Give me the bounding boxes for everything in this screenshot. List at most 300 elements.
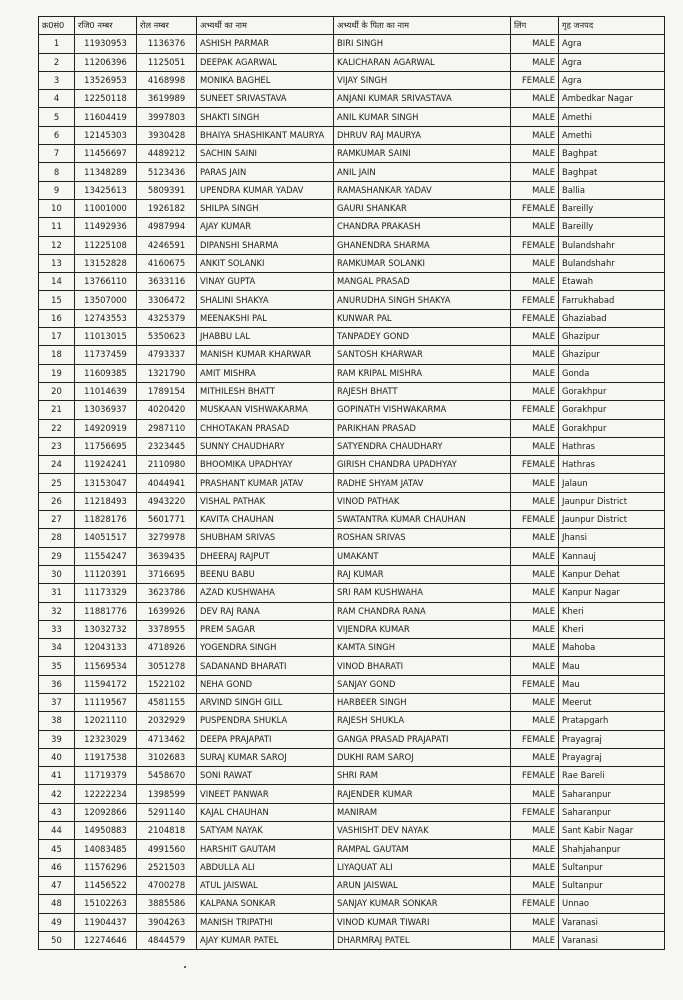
- roll-number-cell: 5350623: [137, 328, 197, 346]
- father-name-cell: DHRUV RAJ MAURYA: [334, 126, 511, 144]
- table-row: [39, 913, 665, 931]
- registration-number-cell: 11120391: [75, 565, 137, 583]
- table-row: [39, 126, 665, 144]
- gender-cell: FEMALE: [511, 236, 559, 254]
- district-cell: Amethi: [559, 108, 665, 126]
- father-name-cell: RAJESH SHUKLA: [334, 712, 511, 730]
- gender-cell: MALE: [511, 748, 559, 766]
- gender-cell: MALE: [511, 602, 559, 620]
- serial-number-cell: 39: [39, 730, 75, 748]
- father-name-cell: KUNWAR PAL: [334, 309, 511, 327]
- district-cell: Kanpur Nagar: [559, 584, 665, 602]
- candidate-name-cell: MITHILESH BHATT: [197, 382, 334, 400]
- table-row: [39, 712, 665, 730]
- gender-cell: FEMALE: [511, 309, 559, 327]
- father-name-cell: UMAKANT: [334, 547, 511, 565]
- table-row: [39, 145, 665, 163]
- serial-number-cell: 9: [39, 181, 75, 199]
- gender-cell: MALE: [511, 382, 559, 400]
- district-cell: Unnao: [559, 895, 665, 913]
- roll-number-cell: 2104818: [137, 822, 197, 840]
- candidate-name-cell: MEENAKSHI PAL: [197, 309, 334, 327]
- serial-number-cell: 43: [39, 803, 75, 821]
- candidate-name-cell: DIPANSHI SHARMA: [197, 236, 334, 254]
- candidate-name-cell: SONI RAWAT: [197, 767, 334, 785]
- candidate-name-cell: AMIT MISHRA: [197, 364, 334, 382]
- district-cell: Bareilly: [559, 218, 665, 236]
- header-registration-number: रजि0 नम्बर: [75, 17, 137, 35]
- father-name-cell: TANPADEY GOND: [334, 328, 511, 346]
- gender-cell: MALE: [511, 126, 559, 144]
- registration-number-cell: 11828176: [75, 511, 137, 529]
- table-row: [39, 364, 665, 382]
- serial-number-cell: 35: [39, 657, 75, 675]
- district-cell: Kheri: [559, 602, 665, 620]
- serial-number-cell: 8: [39, 163, 75, 181]
- district-cell: Pratapgarh: [559, 712, 665, 730]
- registration-number-cell: 13152828: [75, 254, 137, 272]
- father-name-cell: VINOD KUMAR TIWARI: [334, 913, 511, 931]
- roll-number-cell: 3885586: [137, 895, 197, 913]
- father-name-cell: MANGAL PRASAD: [334, 273, 511, 291]
- candidate-name-cell: DEV RAJ RANA: [197, 602, 334, 620]
- registration-number-cell: 11492936: [75, 218, 137, 236]
- table-row: [39, 474, 665, 492]
- candidate-name-cell: ASHISH PARMAR: [197, 35, 334, 53]
- district-cell: Saharanpur: [559, 785, 665, 803]
- district-cell: Bareilly: [559, 199, 665, 217]
- serial-number-cell: 29: [39, 547, 75, 565]
- registration-number-cell: 11594172: [75, 675, 137, 693]
- roll-number-cell: 3306472: [137, 291, 197, 309]
- registration-number-cell: 14083485: [75, 840, 137, 858]
- serial-number-cell: 23: [39, 437, 75, 455]
- father-name-cell: VIJENDRA KUMAR: [334, 620, 511, 638]
- table-row: [39, 90, 665, 108]
- district-cell: Ghazipur: [559, 328, 665, 346]
- district-cell: Hathras: [559, 437, 665, 455]
- gender-cell: MALE: [511, 53, 559, 71]
- table-row: [39, 584, 665, 602]
- roll-number-cell: 1125051: [137, 53, 197, 71]
- father-name-cell: RAMKUMAR SAINI: [334, 145, 511, 163]
- table-row: [39, 895, 665, 913]
- candidate-name-cell: ABDULLA ALI: [197, 858, 334, 876]
- serial-number-cell: 15: [39, 291, 75, 309]
- gender-cell: FEMALE: [511, 511, 559, 529]
- serial-number-cell: 50: [39, 931, 75, 949]
- serial-number-cell: 10: [39, 199, 75, 217]
- serial-number-cell: 36: [39, 675, 75, 693]
- header-row: [39, 17, 665, 35]
- table-row: [39, 53, 665, 71]
- table-row: [39, 602, 665, 620]
- registration-number-cell: 11917538: [75, 748, 137, 766]
- district-cell: Varanasi: [559, 913, 665, 931]
- district-cell: Baghpat: [559, 145, 665, 163]
- father-name-cell: GAURI SHANKAR: [334, 199, 511, 217]
- registration-number-cell: 11013015: [75, 328, 137, 346]
- candidate-name-cell: SHUBHAM SRIVAS: [197, 529, 334, 547]
- district-cell: Agra: [559, 71, 665, 89]
- gender-cell: MALE: [511, 639, 559, 657]
- roll-number-cell: 3633116: [137, 273, 197, 291]
- registration-number-cell: 13526953: [75, 71, 137, 89]
- registration-number-cell: 13766110: [75, 273, 137, 291]
- header-home-district: गृह जनपद: [559, 17, 665, 35]
- gender-cell: FEMALE: [511, 803, 559, 821]
- serial-number-cell: 47: [39, 876, 75, 894]
- gender-cell: MALE: [511, 931, 559, 949]
- candidate-name-cell: HARSHIT GAUTAM: [197, 840, 334, 858]
- district-cell: Kheri: [559, 620, 665, 638]
- gender-cell: MALE: [511, 565, 559, 583]
- table-row: [39, 456, 665, 474]
- father-name-cell: SWATANTRA KUMAR CHAUHAN: [334, 511, 511, 529]
- candidate-name-cell: AZAD KUSHWAHA: [197, 584, 334, 602]
- registration-number-cell: 12323029: [75, 730, 137, 748]
- registration-number-cell: 14920919: [75, 419, 137, 437]
- gender-cell: FEMALE: [511, 675, 559, 693]
- gender-cell: MALE: [511, 822, 559, 840]
- serial-number-cell: 12: [39, 236, 75, 254]
- father-name-cell: VASHISHT DEV NAYAK: [334, 822, 511, 840]
- table-row: [39, 401, 665, 419]
- roll-number-cell: 4160675: [137, 254, 197, 272]
- table-row: [39, 419, 665, 437]
- district-cell: Shahjahanpur: [559, 840, 665, 858]
- roll-number-cell: 4700278: [137, 876, 197, 894]
- district-cell: Gorakhpur: [559, 401, 665, 419]
- registration-number-cell: 11173329: [75, 584, 137, 602]
- district-cell: Prayagraj: [559, 748, 665, 766]
- serial-number-cell: 31: [39, 584, 75, 602]
- gender-cell: FEMALE: [511, 456, 559, 474]
- serial-number-cell: 45: [39, 840, 75, 858]
- roll-number-cell: 2323445: [137, 437, 197, 455]
- father-name-cell: LIYAQUAT ALI: [334, 858, 511, 876]
- serial-number-cell: 49: [39, 913, 75, 931]
- table-row: [39, 620, 665, 638]
- table-row: [39, 803, 665, 821]
- roll-number-cell: 5291140: [137, 803, 197, 821]
- serial-number-cell: 18: [39, 346, 75, 364]
- candidate-name-cell: DHEERAJ RAJPUT: [197, 547, 334, 565]
- table-row: [39, 730, 665, 748]
- candidate-name-cell: MUSKAAN VISHWAKARMA: [197, 401, 334, 419]
- candidate-name-cell: SACHIN SAINI: [197, 145, 334, 163]
- gender-cell: FEMALE: [511, 730, 559, 748]
- father-name-cell: VINOD PATHAK: [334, 492, 511, 510]
- header-gender: लिंग: [511, 17, 559, 35]
- table-row: [39, 511, 665, 529]
- serial-number-cell: 37: [39, 693, 75, 711]
- candidate-name-cell: MONIKA BAGHEL: [197, 71, 334, 89]
- candidate-name-cell: ATUL JAISWAL: [197, 876, 334, 894]
- district-cell: Kanpur Dehat: [559, 565, 665, 583]
- header-candidate-name: अभ्यर्थी का नाम: [197, 17, 334, 35]
- registration-number-cell: 11756695: [75, 437, 137, 455]
- candidate-name-cell: PARAS JAIN: [197, 163, 334, 181]
- registration-number-cell: 11719379: [75, 767, 137, 785]
- candidate-name-cell: ANKIT SOLANKI: [197, 254, 334, 272]
- serial-number-cell: 27: [39, 511, 75, 529]
- candidate-name-cell: VISHAL PATHAK: [197, 492, 334, 510]
- registration-number-cell: 12250118: [75, 90, 137, 108]
- father-name-cell: RADHE SHYAM JATAV: [334, 474, 511, 492]
- district-cell: Saharanpur: [559, 803, 665, 821]
- roll-number-cell: 4943220: [137, 492, 197, 510]
- table-row: [39, 382, 665, 400]
- registration-number-cell: 11881776: [75, 602, 137, 620]
- registration-number-cell: 12021110: [75, 712, 137, 730]
- serial-number-cell: 42: [39, 785, 75, 803]
- district-cell: Ambedkar Nagar: [559, 90, 665, 108]
- serial-number-cell: 34: [39, 639, 75, 657]
- roll-number-cell: 3904263: [137, 913, 197, 931]
- district-cell: Sultanpur: [559, 876, 665, 894]
- district-cell: Jaunpur District: [559, 492, 665, 510]
- roll-number-cell: 4793337: [137, 346, 197, 364]
- gender-cell: MALE: [511, 254, 559, 272]
- table-row: [39, 876, 665, 894]
- candidate-name-cell: SHAKTI SINGH: [197, 108, 334, 126]
- candidate-name-cell: PRASHANT KUMAR JATAV: [197, 474, 334, 492]
- gender-cell: MALE: [511, 181, 559, 199]
- table-body: [39, 35, 665, 950]
- candidate-name-cell: AJAY KUMAR: [197, 218, 334, 236]
- father-name-cell: ROSHAN SRIVAS: [334, 529, 511, 547]
- gender-cell: MALE: [511, 328, 559, 346]
- serial-number-cell: 41: [39, 767, 75, 785]
- roll-number-cell: 5601771: [137, 511, 197, 529]
- registration-number-cell: 11904437: [75, 913, 137, 931]
- serial-number-cell: 7: [39, 145, 75, 163]
- table-row: [39, 492, 665, 510]
- table-row: [39, 840, 665, 858]
- district-cell: Jaunpur District: [559, 511, 665, 529]
- serial-number-cell: 30: [39, 565, 75, 583]
- father-name-cell: SANJAY KUMAR SONKAR: [334, 895, 511, 913]
- gender-cell: MALE: [511, 474, 559, 492]
- gender-cell: MALE: [511, 547, 559, 565]
- table-row: [39, 218, 665, 236]
- roll-number-cell: 4020420: [137, 401, 197, 419]
- registration-number-cell: 11576296: [75, 858, 137, 876]
- table-row: [39, 657, 665, 675]
- gender-cell: MALE: [511, 273, 559, 291]
- roll-number-cell: 4325379: [137, 309, 197, 327]
- gender-cell: MALE: [511, 218, 559, 236]
- district-cell: Varanasi: [559, 931, 665, 949]
- serial-number-cell: 25: [39, 474, 75, 492]
- roll-number-cell: 2987110: [137, 419, 197, 437]
- district-cell: Ghaziabad: [559, 309, 665, 327]
- candidate-name-cell: KALPANA SONKAR: [197, 895, 334, 913]
- father-name-cell: DUKHI RAM SAROJ: [334, 748, 511, 766]
- gender-cell: FEMALE: [511, 401, 559, 419]
- registration-number-cell: 11604419: [75, 108, 137, 126]
- father-name-cell: KALICHARAN AGARWAL: [334, 53, 511, 71]
- district-cell: Bulandshahr: [559, 236, 665, 254]
- district-cell: Etawah: [559, 273, 665, 291]
- father-name-cell: RAJ KUMAR: [334, 565, 511, 583]
- gender-cell: MALE: [511, 492, 559, 510]
- father-name-cell: ANURUDHA SINGH SHAKYA: [334, 291, 511, 309]
- table-row: [39, 273, 665, 291]
- candidate-name-cell: SHALINI SHAKYA: [197, 291, 334, 309]
- gender-cell: MALE: [511, 364, 559, 382]
- roll-number-cell: 5809391: [137, 181, 197, 199]
- candidate-name-cell: SUNNY CHAUDHARY: [197, 437, 334, 455]
- gender-cell: MALE: [511, 529, 559, 547]
- table-row: [39, 565, 665, 583]
- roll-number-cell: 4844579: [137, 931, 197, 949]
- father-name-cell: BIRI SINGH: [334, 35, 511, 53]
- roll-number-cell: 2521503: [137, 858, 197, 876]
- district-cell: Gorakhpur: [559, 382, 665, 400]
- table-row: [39, 71, 665, 89]
- gender-cell: MALE: [511, 419, 559, 437]
- district-cell: Meerut: [559, 693, 665, 711]
- roll-number-cell: 1136376: [137, 35, 197, 53]
- stray-mark: [184, 966, 186, 968]
- roll-number-cell: 4718926: [137, 639, 197, 657]
- serial-number-cell: 16: [39, 309, 75, 327]
- roll-number-cell: 1321790: [137, 364, 197, 382]
- district-cell: Jhansi: [559, 529, 665, 547]
- serial-number-cell: 48: [39, 895, 75, 913]
- serial-number-cell: 21: [39, 401, 75, 419]
- table-row: [39, 785, 665, 803]
- registration-number-cell: 11119567: [75, 693, 137, 711]
- gender-cell: MALE: [511, 840, 559, 858]
- father-name-cell: MANIRAM: [334, 803, 511, 821]
- father-name-cell: GIRISH CHANDRA UPADHYAY: [334, 456, 511, 474]
- father-name-cell: SANJAY GOND: [334, 675, 511, 693]
- district-cell: Bulandshahr: [559, 254, 665, 272]
- father-name-cell: GANGA PRASAD PRAJAPATI: [334, 730, 511, 748]
- candidate-name-cell: KAJAL CHAUHAN: [197, 803, 334, 821]
- serial-number-cell: 13: [39, 254, 75, 272]
- serial-number-cell: 4: [39, 90, 75, 108]
- registration-number-cell: 11014639: [75, 382, 137, 400]
- registration-number-cell: 12145303: [75, 126, 137, 144]
- registration-number-cell: 12043133: [75, 639, 137, 657]
- serial-number-cell: 44: [39, 822, 75, 840]
- gender-cell: MALE: [511, 437, 559, 455]
- father-name-cell: RAM KRIPAL MISHRA: [334, 364, 511, 382]
- table-row: [39, 328, 665, 346]
- candidate-name-cell: BHOOMIKA UPADHYAY: [197, 456, 334, 474]
- candidate-name-cell: DEEPAK AGARWAL: [197, 53, 334, 71]
- candidate-name-cell: DEEPA PRAJAPATI: [197, 730, 334, 748]
- district-cell: Agra: [559, 35, 665, 53]
- registration-number-cell: 12743553: [75, 309, 137, 327]
- candidate-name-cell: SATYAM NAYAK: [197, 822, 334, 840]
- district-cell: Farrukhabad: [559, 291, 665, 309]
- father-name-cell: RAM CHANDRA RANA: [334, 602, 511, 620]
- registration-number-cell: 13153047: [75, 474, 137, 492]
- father-name-cell: CHANDRA PRAKASH: [334, 218, 511, 236]
- gender-cell: MALE: [511, 584, 559, 602]
- table-row: [39, 693, 665, 711]
- gender-cell: FEMALE: [511, 71, 559, 89]
- gender-cell: MALE: [511, 620, 559, 638]
- serial-number-cell: 3: [39, 71, 75, 89]
- candidate-name-cell: YOGENDRA SINGH: [197, 639, 334, 657]
- registration-number-cell: 13036937: [75, 401, 137, 419]
- gender-cell: MALE: [511, 712, 559, 730]
- district-cell: Gorakhpur: [559, 419, 665, 437]
- candidate-name-cell: MANISH TRIPATHI: [197, 913, 334, 931]
- roll-number-cell: 1789154: [137, 382, 197, 400]
- table-row: [39, 291, 665, 309]
- roll-number-cell: 2110980: [137, 456, 197, 474]
- candidate-name-cell: SUNEET SRIVASTAVA: [197, 90, 334, 108]
- roll-number-cell: 1639926: [137, 602, 197, 620]
- table-row: [39, 931, 665, 949]
- gender-cell: MALE: [511, 35, 559, 53]
- roll-number-cell: 3997803: [137, 108, 197, 126]
- father-name-cell: VIJAY SINGH: [334, 71, 511, 89]
- serial-number-cell: 28: [39, 529, 75, 547]
- father-name-cell: SHRI RAM: [334, 767, 511, 785]
- father-name-cell: ARUN JAISWAL: [334, 876, 511, 894]
- candidate-name-cell: NEHA GOND: [197, 675, 334, 693]
- serial-number-cell: 46: [39, 858, 75, 876]
- table-row: [39, 163, 665, 181]
- table-row: [39, 858, 665, 876]
- table-row: [39, 346, 665, 364]
- roll-number-cell: 3619989: [137, 90, 197, 108]
- serial-number-cell: 22: [39, 419, 75, 437]
- father-name-cell: RAMPAL GAUTAM: [334, 840, 511, 858]
- registration-number-cell: 13425613: [75, 181, 137, 199]
- table-row: [39, 529, 665, 547]
- roll-number-cell: 5123436: [137, 163, 197, 181]
- gender-cell: FEMALE: [511, 895, 559, 913]
- district-cell: Baghpat: [559, 163, 665, 181]
- district-cell: Mahoba: [559, 639, 665, 657]
- roll-number-cell: 4713462: [137, 730, 197, 748]
- roll-number-cell: 3716695: [137, 565, 197, 583]
- father-name-cell: PARIKHAN PRASAD: [334, 419, 511, 437]
- father-name-cell: GOPINATH VISHWAKARMA: [334, 401, 511, 419]
- registration-number-cell: 12092866: [75, 803, 137, 821]
- serial-number-cell: 33: [39, 620, 75, 638]
- district-cell: Mau: [559, 657, 665, 675]
- table-row: [39, 767, 665, 785]
- registration-number-cell: 12222234: [75, 785, 137, 803]
- district-cell: Kannauj: [559, 547, 665, 565]
- candidate-name-cell: SURAJ KUMAR SAROJ: [197, 748, 334, 766]
- gender-cell: MALE: [511, 858, 559, 876]
- father-name-cell: HARBEER SINGH: [334, 693, 511, 711]
- table-row: [39, 547, 665, 565]
- roll-number-cell: 4246591: [137, 236, 197, 254]
- roll-number-cell: 3623786: [137, 584, 197, 602]
- serial-number-cell: 20: [39, 382, 75, 400]
- father-name-cell: ANIL JAIN: [334, 163, 511, 181]
- roll-number-cell: 1398599: [137, 785, 197, 803]
- gender-cell: FEMALE: [511, 767, 559, 785]
- registration-number-cell: 11001000: [75, 199, 137, 217]
- roll-number-cell: 3639435: [137, 547, 197, 565]
- header-roll-number: रोल नम्बर: [137, 17, 197, 35]
- registration-number-cell: 13507000: [75, 291, 137, 309]
- gender-cell: MALE: [511, 145, 559, 163]
